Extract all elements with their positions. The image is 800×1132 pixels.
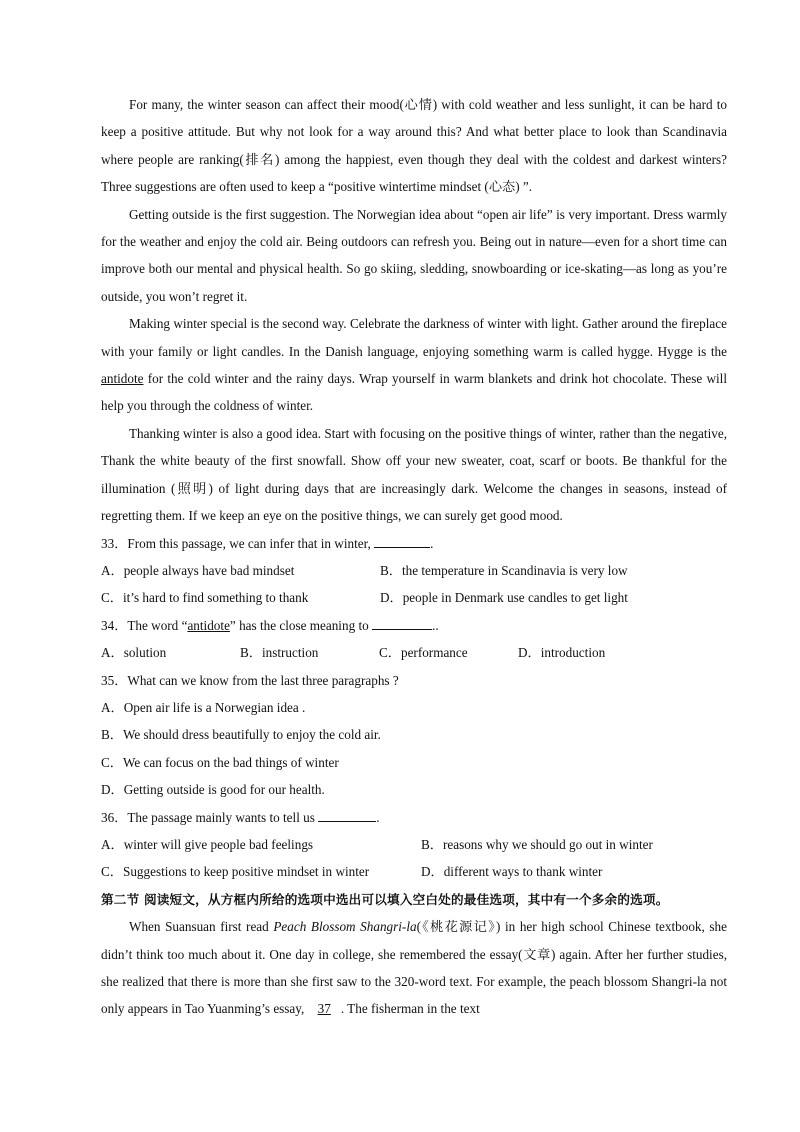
reading-section (101, 91, 727, 1023)
option-a: A．winter will give people bad feelings (101, 836, 314, 852)
question-33-options-2 (101, 584, 727, 611)
answer-blank (372, 615, 432, 630)
essay-title: Peach Blossom Shangri-la (273, 919, 417, 935)
paragraph-3-text-end: for the cold winter and the rainy days. Wrap yourself in warm blankets and drink hot chocolate. These will help you through the coldness of winter. (101, 371, 727, 414)
question-35-stem: 35．What can we know from the last three paragraphs ? (101, 672, 399, 688)
option-d: D．different ways to thank winter (421, 864, 603, 880)
question-34-options (101, 639, 727, 666)
section-2-heading: 第二节 阅读短文，从方框内所给的选项中选出可以填入空白处的最佳选项，其中有一个多余的选项。 (101, 891, 669, 907)
option-a: A．Open air life is a Norwegian idea . (101, 699, 306, 715)
question-33-stem: 33．From this passage, we can infer that in winter, (101, 535, 375, 551)
option-d: D．Getting outside is good for our health. (101, 782, 325, 798)
option-b: B．reasons why we should go out in winter (421, 836, 653, 852)
question-33-end: . (430, 535, 434, 551)
paragraph-3-text-start: Making winter special is the second way. Celebrate the darkness of winter with light. Gather around the fireplace with your family or light candles. In the Danish language, enjoying something warm is called hygge. Hygge is the (101, 316, 727, 359)
question-34-end: .. (432, 617, 439, 633)
question-34-word: antidote (187, 617, 230, 633)
section-2-text-end: . The fisherman in the text (340, 1001, 480, 1017)
question-36-end: . (376, 809, 380, 825)
question-36-stem: 36．The passage mainly wants to tell us (101, 809, 319, 825)
option-c: C．it’s hard to find something to thank (101, 590, 309, 606)
answer-blank (374, 533, 430, 548)
passage-paragraph-2: Getting outside is the first suggestion. The Norwegian idea about “open air life” is very important. Dress warmly for the weather and enjoy the cold air. Being outdoors can refresh you. Being out in nature—even for a short time can improve both our mental and physical health. So go skiing, sledding, snowboarding or ice-skating—as long as you’re outside, you won’t regret it. (101, 206, 727, 304)
passage-paragraph-1: For many, the winter season can affect their mood(心情) with cold weather and less sunlight, it can be hard to keep a positive attitude. But why not look for a way around this? And what better place to look than Scandinavia where people are ranking(排名) among the happiest, even though they deal with the coldest and darkest winters? Three suggestions are often used to keep a “positive wintertime mindset (心态) ”. (101, 97, 727, 195)
blank-37: 37 (317, 1001, 331, 1017)
option-a: A．solution (101, 645, 167, 661)
passage-paragraph-3 (101, 310, 727, 420)
question-36-options (101, 831, 727, 858)
option-b: B．the temperature in Scandinavia is very low (380, 562, 628, 578)
option-c: C．Suggestions to keep positive mindset in winter (101, 864, 370, 880)
option-d: D．people in Denmark use candles to get light (380, 590, 628, 606)
underlined-word-antidote: antidote (101, 371, 144, 387)
question-36 (101, 804, 727, 831)
question-34 (101, 612, 727, 639)
answer-blank (318, 807, 376, 822)
section-2-text-start: When Suansuan first read (129, 919, 274, 935)
passage-paragraph-4: Thanking winter is also a good idea. Start with focusing on the positive things of winter, rather than the negative, Thank the white beauty of the first snowfall. Show off your new sweater, coat, scarf or boots. Be thankful for the illumination (照明) of light during days that are increasingly dark. Welcome the changes in seasons, instead of regretting them. If we keep an eye on the positive things, we can surely get good mood. (101, 425, 727, 524)
question-34-stem-start: 34．The word “ (101, 617, 188, 633)
question-36-options-2 (101, 858, 727, 885)
question-33 (101, 530, 727, 557)
option-a: A．people always have bad mindset (101, 562, 295, 578)
option-d: D．introduction (518, 645, 606, 661)
section-2-paragraph (101, 913, 727, 1023)
option-b: B．We should dress beautifully to enjoy the cold air. (101, 727, 381, 743)
question-34-stem-end: ” has the close meaning to (229, 617, 373, 633)
option-c: C．We can focus on the bad things of winter (101, 754, 339, 770)
option-c: C．performance (379, 645, 468, 661)
essay-title-chinese: (《桃花源记》) (416, 919, 501, 935)
option-b: B．instruction (240, 645, 319, 661)
section-2-text-middle: in her high school Chinese textbook, she didn’t think too much about it. One day in college, she remembered the essay(文章) again. After her further studies, she realized that there is more than she first saw to the 320-word text. For example, the peach blossom Shangri-la not only appears in Tao Yuanming’s essay, (101, 919, 727, 1017)
question-33-options (101, 557, 727, 584)
